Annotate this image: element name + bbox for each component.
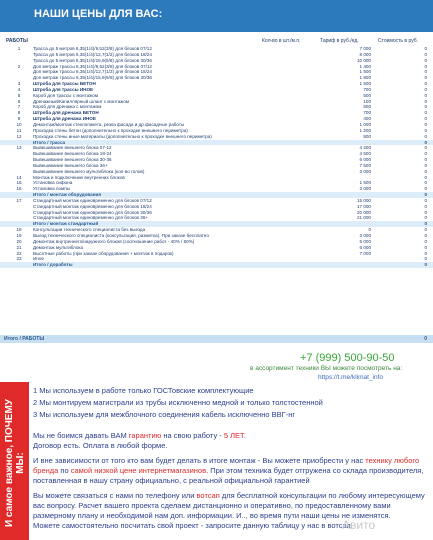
row-cost: 0 [424, 145, 427, 151]
row-number: 21 [16, 244, 22, 250]
row-cost: 0 [424, 98, 427, 104]
row-cost: 0 [424, 221, 427, 227]
row-number: 12 [16, 133, 22, 139]
row-name: Вывешивание внешнего блока 07-12 [33, 145, 112, 151]
row-cost: 0 [424, 92, 427, 98]
row-name: Итого / трасса [33, 139, 66, 145]
phone-number[interactable]: +7 (999) 500-90-50 [300, 352, 395, 364]
row-price: 17 000 [356, 203, 371, 209]
row-price: 7 000 [359, 46, 371, 51]
row-price: 500 [363, 92, 371, 98]
row-name: Итого / доработы [33, 262, 73, 268]
row-price: 4 500 [359, 151, 371, 157]
brand-text-e: . При этом техника будет отгружена со склада производителя, поставленная в нашу страну официально, с реальной официальной гарантией [33, 466, 424, 485]
subtotal-row [0, 262, 433, 268]
row-cost: 0 [424, 86, 427, 92]
row-name: Демонтаж внутреннего/наружного блоков (соотношение работ - 40% / 60%) [33, 238, 195, 244]
row-price: 4 200 [359, 145, 371, 151]
row-name: Итого / монтаж оборудования [33, 192, 101, 198]
row-price: 20 000 [356, 209, 371, 215]
row-cost: 0 [424, 256, 427, 262]
row-name: Трасса до 5 метров 6,35(1/4)/12,7(1/2) для блоков 18/24 [33, 51, 152, 57]
row-price: 800 [363, 133, 371, 139]
row-number: 7 [17, 104, 21, 110]
row-cost: 0 [424, 63, 427, 69]
row-number: 15 [16, 180, 22, 186]
row-name: Стандартный монтаж единовременно для блоков 18/24 [33, 203, 152, 209]
row-name: Штроба для дренажа ИНОЕ [33, 116, 96, 122]
row-cost: 0 [424, 174, 427, 180]
row-cost: 0 [424, 110, 427, 116]
row-price: 5 000 [359, 238, 371, 244]
warranty-word: гарантию [128, 431, 162, 440]
contact-text-c: для бесплатной консультации по любому интересующему вас вопросу. Расчет вашего проекта сделаем дистанционно и оперативно, по предоставленному вами размерному плану и необходимой нам доп. информации. И.., во время пути наши цены не изменятся. [33, 491, 425, 520]
row-number: 13 [16, 145, 22, 151]
row-name: Доп метраж трассы 6,35(1/4)/15,9(5/8) для блоков 30/36 [33, 75, 152, 81]
row-name: Демонтаж мультиблока [33, 244, 84, 250]
row-price: 7 500 [359, 162, 371, 168]
row-name: Установка помпы [33, 186, 70, 192]
row-number: 23 [16, 256, 22, 262]
row-name: Установка сифона [33, 180, 73, 186]
row-number: 19 [16, 233, 22, 238]
brand-text-a: И вне зависимости от того кто вам будет делать в итоге монтаж - Вы можете приобрести у нас [33, 456, 366, 465]
row-price: 21 000 [356, 215, 371, 221]
assortment-text: в ассортимент техники ВЫ можете посмотреть на: [250, 365, 403, 372]
row-cost: 0 [424, 162, 427, 168]
self-calc-text: Можете самостоятельно посчитать свой проект - запросите данную таблицу у нас в вотсап. [33, 521, 353, 530]
row-name: Стандартный монтаж единовременно для блоков 30/36 [33, 209, 152, 215]
row-cost: 0 [424, 209, 427, 215]
row-cost: 0 [424, 139, 427, 145]
row-price: 700 [363, 86, 371, 92]
row-cost: 0 [424, 69, 427, 75]
warranty-text-a: Мы не боимся давать ВАМ [33, 431, 129, 440]
row-price: 1 500 [359, 81, 371, 87]
warranty-paragraph [33, 431, 428, 451]
total-label: Итого / РАБОТЫ [4, 336, 45, 342]
row-number: 16 [16, 186, 22, 192]
row-price: 700 [363, 110, 371, 116]
col-qty: Кол-во в шт./м.п. [262, 38, 301, 44]
row-price: 600 [363, 104, 371, 110]
row-number: 17 [16, 197, 22, 203]
row-name: Вывешивание внешнего блока 30-36 [33, 157, 112, 163]
brand-lowest-price: самой низкой цене интернетмагазинов [70, 466, 207, 475]
row-cost: 0 [424, 157, 427, 163]
row-price: 6 000 [359, 157, 371, 163]
row-name: Проходка стены бетон (дополнительно к проходке внешнего периметра) [33, 127, 188, 133]
row-cost: 0 [424, 186, 427, 192]
row-name: Доп метраж трассы 6,35(1/4)/12,7(1/2) для блоков 18/24 [33, 69, 152, 75]
row-cost: 0 [424, 203, 427, 209]
row-number: 10 [16, 121, 22, 127]
row-price: 10 000 [356, 57, 371, 63]
bullet-1: 1 Мы используем в работе только ГОСТовские комплектующие [33, 386, 254, 395]
row-cost: 0 [424, 197, 427, 203]
row-name: Высотные работы (при заказе оборудования + монтаж в подарок) [33, 250, 174, 256]
row-number: 2 [17, 63, 21, 69]
row-cost: 0 [424, 227, 427, 233]
row-name: Вывешивание внешнего блока 36+ [33, 162, 108, 168]
row-number: 6 [17, 98, 21, 104]
row-cost: 0 [424, 168, 427, 174]
warranty-years: 5 ЛЕТ. [223, 431, 246, 440]
row-cost: 0 [424, 57, 427, 63]
row-name: Монтаж и подключение внутренних блоков [33, 174, 125, 180]
whatsapp-word: вотсап [196, 491, 220, 500]
row-name: Стандартный монтаж единовременно для блоков 36+ [33, 215, 149, 221]
row-number: 3 [17, 81, 21, 87]
brand-paragraph [33, 456, 428, 486]
row-cost: 0 [424, 238, 427, 244]
row-cost: 0 [424, 180, 427, 186]
row-cost: 0 [424, 116, 427, 122]
row-number: 22 [16, 250, 22, 256]
row-name: Штроба для трассы БЕТОН [33, 81, 96, 87]
row-name: Иное [33, 256, 44, 262]
row-number: 4 [17, 86, 21, 92]
row-number: 20 [16, 238, 22, 244]
row-price: 400 [363, 116, 371, 122]
row-price: 8 000 [359, 51, 371, 57]
row-cost: 0 [424, 133, 427, 139]
row-number: 14 [16, 174, 22, 180]
why-us-label: И самое важное, ПОЧЕМУ МЫ: [4, 398, 26, 528]
avito-watermark: Авито [342, 518, 376, 532]
row-cost: 0 [424, 192, 427, 198]
total-value: 0 [424, 336, 427, 342]
row-cost: 0 [424, 262, 427, 268]
row-name: Демонтаж/монтаж стеклопакета, резка фасада и др.фасадные работы [33, 121, 185, 127]
row-cost: 0 [424, 75, 427, 81]
bullet-3: 3 Мы используем для межблочного соединения кабель исключенно ВВГ-нг [33, 410, 296, 419]
row-number: 5 [17, 92, 21, 98]
row-price: 15 000 [356, 197, 371, 203]
row-number: 9 [17, 116, 21, 122]
row-price: 3 000 [359, 186, 371, 192]
row-price: 1 500 [359, 180, 371, 186]
row-number: 8 [17, 110, 21, 116]
row-price: 7 000 [359, 250, 371, 256]
row-price: 0 [368, 227, 371, 233]
row-cost: 0 [424, 250, 427, 256]
row-name: Доп метраж трассы 6,35(1/4)/9,52(3/8) для блоков 07/12 [33, 63, 152, 69]
row-cost: 0 [424, 151, 427, 157]
row-name: Штроба для дренажа БЕТОН [33, 110, 99, 116]
row-cost: 0 [424, 81, 427, 87]
row-price: 1 800 [359, 75, 371, 81]
price-table [0, 46, 433, 268]
row-number: 11 [16, 127, 22, 133]
row-name: Короб для трассы с монтажом [33, 92, 98, 98]
col-tariff: Тариф в руб./ед. [320, 38, 359, 44]
row-cost: 0 [424, 121, 427, 127]
row-cost: 0 [424, 104, 427, 110]
row-price: 100 [363, 98, 371, 104]
row-cost: 0 [424, 127, 427, 133]
row-name: Вывешивание внешнего блока 18-24 [33, 151, 112, 157]
row-cost: 0 [424, 215, 427, 221]
row-name: Короб для дренажа с монтажом [33, 104, 102, 110]
row-number: 18 [16, 227, 22, 233]
row-cost: 0 [424, 244, 427, 250]
row-name: Проходка стены иные материалы (дополнительно к проходке внешнего периметра) [33, 133, 212, 139]
row-name: Вывешивание внешнего мультиблока (кол-во голов) [33, 168, 145, 174]
bullet-2: 2 Мы монтируем магистрали из трубы исключенно медной и только толстостенной [33, 398, 323, 407]
row-cost: 0 [424, 51, 427, 57]
col-cost: Стоимость в руб. [378, 38, 418, 44]
row-name: Выезд технического специалиста (консультация, разметка). При заказе бесплатно [33, 233, 209, 238]
total-row [0, 335, 433, 343]
row-name: Трасса до 5 метров 6,35(1/4)/9,52(3/8) для блоков 07/12 [33, 46, 152, 51]
row-name: Стандартный монтаж единовременно для блоков 07/12 [33, 197, 152, 203]
row-name: Итого / монтаж стандартный [33, 221, 99, 227]
header-bar [0, 0, 433, 32]
row-number: 1 [17, 46, 21, 51]
row-name: Трасса до 5 метров 6,35(1/4)/15,9(5/8) для блоков 30/36 [33, 57, 152, 63]
row-price: 1 200 [359, 127, 371, 133]
contract-text: Договор есть. Оплата в любой форме. [33, 441, 168, 450]
row-name: Консультации технического специалиста без выезда [33, 227, 146, 233]
row-name: Дренажный/Капиллярный шланг с монтажом [33, 98, 130, 104]
row-cost: 0 [424, 233, 427, 238]
row-name: Штроба для трассы ИНОЕ [33, 86, 94, 92]
brand-text-c: по [58, 466, 71, 475]
row-price: 6 000 [359, 244, 371, 250]
why-us-sidebar [0, 382, 29, 540]
row-cost: 0 [424, 46, 427, 51]
col-works: РАБОТЫ [6, 38, 28, 44]
row-price: 1 500 [359, 69, 371, 75]
brand-any: технику любого бренда [33, 456, 420, 475]
row-price: 1 000 [359, 121, 371, 127]
contact-text-a: Вы можете связаться с нами по телефону или [33, 491, 197, 500]
row-price: 3 000 [359, 168, 371, 174]
row-price: 3 000 [359, 233, 371, 238]
telegram-link[interactable]: https://t.me/klimat_info [318, 374, 384, 381]
page-title: НАШИ ЦЕНЫ ДЛЯ ВАС: [34, 8, 163, 20]
warranty-text-c: на свою работу - [161, 431, 224, 440]
row-price: 1 400 [359, 63, 371, 69]
